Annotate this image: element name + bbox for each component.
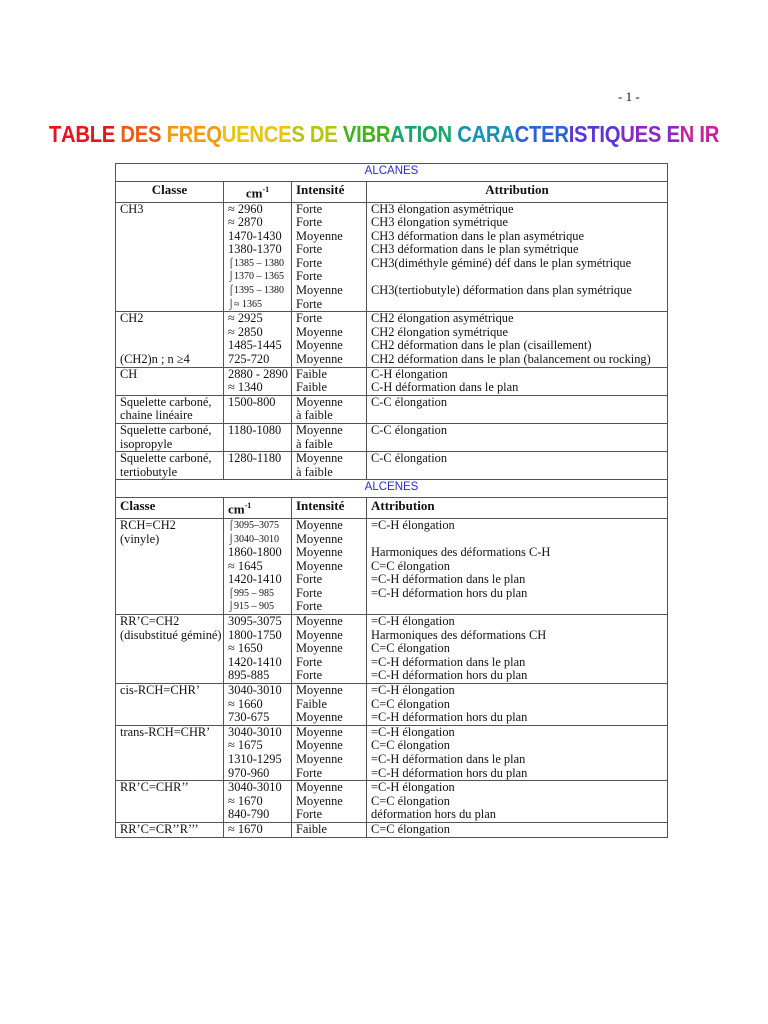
cell-line: ≈ 2850 xyxy=(228,324,263,339)
cell-classe xyxy=(116,518,224,614)
title-letter: F xyxy=(166,121,179,147)
cell-line: 1500-800 xyxy=(228,394,276,409)
cell-line: =C-H élongation xyxy=(371,724,455,739)
table-row xyxy=(116,725,668,780)
cell-line: 895-885 xyxy=(228,668,270,683)
cell-line: Forte xyxy=(296,255,323,270)
cell-line: RR’C=CHR’’ xyxy=(120,780,189,795)
cell-line: Moyenne xyxy=(296,423,343,438)
cell-intensite xyxy=(292,202,367,312)
cell-line: Moyenne xyxy=(296,338,343,353)
header-attribution: Attribution xyxy=(367,497,668,518)
title-letter: D xyxy=(309,121,325,147)
cell-line: ≈ 2925 xyxy=(228,311,263,326)
cell-line: ⌠1385 – 1380 xyxy=(228,257,285,269)
cell-intensite xyxy=(292,312,367,367)
cell-line: =C-H déformation hors du plan xyxy=(371,585,528,600)
cell-line: Forte xyxy=(296,311,323,326)
title-letter: T xyxy=(587,121,600,147)
cell-line: Squelette carboné, xyxy=(120,451,212,466)
cell-attribution xyxy=(367,518,668,614)
cell-cm xyxy=(224,424,292,452)
cell-line xyxy=(371,270,663,284)
cell-line: CH3(tertiobutyle) déformation dans plan symétrique xyxy=(371,283,632,298)
title-letter: R xyxy=(704,121,720,147)
cell-line: Moyenne xyxy=(296,324,343,339)
title-letter: R xyxy=(178,121,194,147)
cell-line: CH2 déformation dans le plan (cisaillement) xyxy=(371,338,592,353)
cell-cm xyxy=(224,684,292,726)
header-cm: $cm^{-1}$ xyxy=(224,181,292,202)
header-intensite: Intensité xyxy=(292,497,367,518)
cell-line: 1380-1370 xyxy=(228,242,282,257)
cell-line: ⌠1395 – 1380 xyxy=(228,285,285,297)
cell-line: Forte xyxy=(296,242,323,257)
cell-cm xyxy=(224,367,292,395)
cell-line: 3095-3075 xyxy=(228,614,282,629)
title-letter: S xyxy=(574,121,588,147)
cell-line: Forte xyxy=(296,215,323,230)
section-header-row xyxy=(116,480,668,498)
title-letter: I xyxy=(356,121,362,147)
title-letter: B xyxy=(75,121,90,147)
cell-line: Faible xyxy=(296,380,327,395)
table-row xyxy=(116,312,668,367)
table-row xyxy=(116,202,668,312)
cell-line: 840-790 xyxy=(228,807,270,822)
cell-line: C-C élongation xyxy=(371,394,448,409)
cell-line: Moyenne xyxy=(296,283,343,298)
title-letter: I xyxy=(568,121,575,147)
cell-line: CH3 xyxy=(120,201,144,216)
cell-line: 730-675 xyxy=(228,710,270,725)
cell-line: CH3 élongation asymétrique xyxy=(371,201,514,216)
cell-line: =C-H déformation dans le plan xyxy=(371,752,526,766)
cell-attribution xyxy=(367,395,668,423)
title-letter: E xyxy=(134,121,148,147)
cell-line: C-H déformation dans le plan xyxy=(371,380,519,395)
cell-line: Moyenne xyxy=(296,793,343,808)
cell-attribution xyxy=(367,452,668,480)
cell-line: 1420-1410 xyxy=(228,572,282,587)
title-letter: E xyxy=(193,121,207,147)
cell-cm xyxy=(224,725,292,780)
cell-line: C=C élongation xyxy=(371,696,450,711)
cell-attribution xyxy=(367,822,668,837)
cell-line: 725-720 xyxy=(228,352,270,367)
cell-line: Moyenne xyxy=(296,228,343,243)
cell-cm xyxy=(224,822,292,837)
cell-intensite xyxy=(292,822,367,837)
cell-line: ≈ 1645 xyxy=(228,558,263,573)
cell-line: Moyenne xyxy=(296,627,343,642)
cell-line: Faible xyxy=(296,366,327,381)
table-row xyxy=(116,367,668,395)
cell-line: Harmoniques des déformations CH xyxy=(371,627,547,642)
cell-line: 1860-1800 xyxy=(228,545,282,560)
title-letter: A xyxy=(60,121,76,147)
cell-line: Squelette carboné, xyxy=(120,394,212,409)
section-header-row xyxy=(116,164,668,182)
cell-line: RR’C=CH2 xyxy=(120,614,180,629)
cell-line: ⌠995 – 985 xyxy=(228,587,275,599)
title-letter: E xyxy=(101,121,116,147)
cell-line: CH2 élongation symétrique xyxy=(371,324,508,339)
cell-line: ⌡3040–3010 xyxy=(228,533,280,545)
column-header-row xyxy=(116,181,668,202)
cell-line: =C-H élongation xyxy=(371,780,455,795)
title-letter: R xyxy=(485,121,501,147)
ir-frequency-table xyxy=(115,163,668,838)
cell-line: (CH2)n ; n ≥4 xyxy=(120,352,190,367)
cell-line: 1485-1445 xyxy=(228,338,282,353)
table-row xyxy=(116,452,668,480)
cell-line: ≈ 1675 xyxy=(228,738,263,753)
cell-classe xyxy=(116,822,224,837)
cell-line: trans-RCH=CHR’ xyxy=(120,724,211,739)
cell-line: 1310-1295 xyxy=(228,752,282,766)
cell-line: RCH=CH2 xyxy=(120,517,176,532)
title-letter: C xyxy=(263,121,279,147)
cell-intensite xyxy=(292,395,367,423)
cell-line: 3040-3010 xyxy=(228,724,282,739)
cell-line: 2880 - 2890 xyxy=(228,366,288,381)
cell-line xyxy=(371,600,663,614)
cell-intensite xyxy=(292,424,367,452)
cell-cm xyxy=(224,781,292,823)
title-letter: R xyxy=(554,121,569,147)
title-letter: E xyxy=(324,121,338,147)
cell-classe xyxy=(116,367,224,395)
cell-line: cis-RCH=CHR’ xyxy=(120,683,200,698)
title-letter: S xyxy=(291,121,305,147)
cell-intensite xyxy=(292,684,367,726)
cell-line: Moyenne xyxy=(296,710,343,725)
cell-line: =C-H déformation hors du plan xyxy=(371,765,528,780)
title-letter: E xyxy=(278,121,292,147)
cell-line: Forte xyxy=(296,572,323,587)
cell-line: 1180-1080 xyxy=(228,423,282,438)
title-letter: E xyxy=(634,121,648,147)
section-title: ALCENES xyxy=(116,480,668,498)
cell-line: =C-H déformation dans le plan xyxy=(371,654,526,669)
title-letter: A xyxy=(471,121,486,147)
cell-line: RR’C=CR’’R’’’ xyxy=(120,821,199,836)
cell-attribution xyxy=(367,684,668,726)
title-letter: T xyxy=(48,121,61,147)
title-letter: E xyxy=(541,121,555,147)
table-row xyxy=(116,781,668,823)
title-letter: S xyxy=(147,121,162,147)
cell-line: Moyenne xyxy=(296,780,343,795)
cell-cm xyxy=(224,202,292,312)
cell-line xyxy=(371,298,663,312)
cell-line: CH xyxy=(120,366,138,381)
header-cm: $cm^{-1}$ xyxy=(224,497,292,518)
title-letter: Q xyxy=(206,121,222,147)
cell-line: à faible xyxy=(296,408,333,423)
cell-line: 3040-3010 xyxy=(228,683,282,698)
cell-line: CH3(diméthyle géminé) déf dans le plan symétrique xyxy=(371,255,632,270)
cell-line: ⌡≈ 1365 xyxy=(228,298,263,310)
cell-line xyxy=(120,339,219,353)
cell-line: Moyenne xyxy=(296,614,343,629)
title-letter: C xyxy=(457,121,472,147)
title-letter: T xyxy=(404,121,417,147)
title-letter: O xyxy=(422,121,438,147)
cell-line: à faible xyxy=(296,464,333,479)
cell-line: 1420-1410 xyxy=(228,654,282,669)
cell-line: (disubstitué géminé) xyxy=(120,627,222,642)
cell-line: Squelette carboné, xyxy=(120,423,212,438)
cell-intensite xyxy=(292,452,367,480)
cell-classe xyxy=(116,615,224,684)
cell-line: à faible xyxy=(296,436,333,451)
cell-line: ⌠3095–3075 xyxy=(228,519,280,531)
title-letter: I xyxy=(416,121,423,147)
cell-line: =C-H déformation hors du plan xyxy=(371,710,528,725)
cell-line: ≈ 1340 xyxy=(228,380,263,395)
cell-intensite xyxy=(292,367,367,395)
cell-line: Forte xyxy=(296,296,323,311)
cell-line: C=C élongation xyxy=(371,641,450,656)
cell-intensite xyxy=(292,615,367,684)
cell-line: Moyenne xyxy=(296,352,343,367)
table-row xyxy=(116,684,668,726)
cell-attribution xyxy=(367,367,668,395)
cell-line: Moyenne xyxy=(296,394,343,409)
cell-line: CH3 élongation symétrique xyxy=(371,215,508,230)
cell-line: C=C élongation xyxy=(371,558,450,573)
cell-line: 3040-3010 xyxy=(228,780,282,795)
cell-line: Moyenne xyxy=(296,641,343,656)
title-letter: N xyxy=(437,121,452,147)
cell-line xyxy=(120,326,219,340)
cell-classe xyxy=(116,684,224,726)
cell-attribution xyxy=(367,725,668,780)
cell-line: 1280-1180 xyxy=(228,451,282,466)
cell-line xyxy=(371,533,663,547)
cell-line: Faible xyxy=(296,696,327,711)
cell-classe xyxy=(116,725,224,780)
title-letter: L xyxy=(89,121,102,147)
cell-line: Forte xyxy=(296,807,323,822)
cell-line: 970-960 xyxy=(228,765,270,780)
cell-classe xyxy=(116,424,224,452)
cell-line: Moyenne xyxy=(296,683,343,698)
cell-line: =C-H élongation xyxy=(371,614,455,629)
cell-line: CH2 élongation asymétrique xyxy=(371,311,514,326)
cell-line: Forte xyxy=(296,201,323,216)
cell-line: ≈ 1650 xyxy=(228,641,263,656)
cell-line: ≈ 2960 xyxy=(228,201,263,216)
cell-cm xyxy=(224,395,292,423)
cell-classe xyxy=(116,781,224,823)
title-letter: N xyxy=(679,121,695,147)
cell-line: CH3 déformation dans le plan asymétrique xyxy=(371,228,584,243)
title-letter: V xyxy=(342,121,357,147)
table-row xyxy=(116,615,668,684)
cell-cm xyxy=(224,518,292,614)
page-number: - 1 - xyxy=(618,89,640,104)
cell-line: C-C élongation xyxy=(371,451,448,466)
cell-line: ≈ 1670 xyxy=(228,793,263,808)
cell-line: (vinyle) xyxy=(120,531,160,546)
cell-line: Forte xyxy=(296,765,323,780)
cell-attribution xyxy=(367,312,668,367)
cell-attribution xyxy=(367,781,668,823)
cell-cm xyxy=(224,452,292,480)
cell-line: isopropyle xyxy=(120,436,173,451)
cell-line: C=C élongation xyxy=(371,821,450,836)
cell-line: tertiobutyle xyxy=(120,464,178,479)
title-letter: U xyxy=(620,121,635,147)
cell-attribution xyxy=(367,202,668,312)
cell-attribution xyxy=(367,424,668,452)
cell-line: ≈ 2870 xyxy=(228,215,263,230)
cell-line: =C-H déformation hors du plan xyxy=(371,668,528,683)
title-letter: A xyxy=(390,121,405,147)
cell-line: CH2 déformation dans le plan (balancement ou rocking) xyxy=(371,352,651,367)
title-letter: T xyxy=(528,121,542,147)
title-letter: R xyxy=(375,121,391,147)
cell-classe xyxy=(116,395,224,423)
cell-cm xyxy=(224,312,292,367)
cell-line: Forte xyxy=(296,585,323,600)
section-title: ALCANES xyxy=(116,164,668,182)
cell-line: C=C élongation xyxy=(371,738,450,753)
title-letter: D xyxy=(120,121,135,147)
cell-line: déformation hors du plan xyxy=(371,807,496,822)
cell-line: ≈ 1660 xyxy=(228,696,263,711)
title-letter: E xyxy=(236,121,250,147)
cell-classe xyxy=(116,202,224,312)
cell-line: C-H élongation xyxy=(371,366,448,381)
cell-line: C-C élongation xyxy=(371,423,448,438)
cell-line: CH2 xyxy=(120,311,144,326)
table-row xyxy=(116,424,668,452)
cell-attribution xyxy=(367,615,668,684)
cell-line: Forte xyxy=(296,654,323,669)
cell-line: Moyenne xyxy=(296,558,343,573)
title-letter: B xyxy=(361,121,376,147)
title-letter: A xyxy=(500,121,515,147)
cell-line: ⌡915 – 905 xyxy=(228,601,275,613)
title-letter: I xyxy=(599,121,605,147)
title-letter: Q xyxy=(604,121,621,147)
cell-line: =C-H élongation xyxy=(371,517,455,532)
cell-line: =C-H déformation dans le plan xyxy=(371,572,526,587)
header-classe: Classe xyxy=(116,181,224,202)
title-letter: C xyxy=(514,121,529,147)
cell-line: chaine linéaire xyxy=(120,408,193,423)
cell-line: 1800-1750 xyxy=(228,627,282,642)
cell-line: Moyenne xyxy=(296,724,343,739)
cell-intensite xyxy=(292,725,367,780)
cell-classe xyxy=(116,452,224,480)
cell-line: Moyenne xyxy=(296,451,343,466)
header-attribution: Attribution xyxy=(367,181,668,202)
cell-line: Forte xyxy=(296,668,323,683)
column-header-row xyxy=(116,497,668,518)
table-row xyxy=(116,395,668,423)
title-letter: U xyxy=(221,121,237,147)
title-letter: E xyxy=(666,121,680,147)
cell-classe xyxy=(116,312,224,367)
cell-line: CH3 déformation dans le plan symétrique xyxy=(371,242,579,257)
cell-line: Faible xyxy=(296,821,327,836)
cell-line: ⌡1370 – 1365 xyxy=(228,271,285,283)
cell-line: 1470-1430 xyxy=(228,228,282,243)
title-letter: S xyxy=(647,121,662,147)
cell-line: Moyenne xyxy=(296,517,343,532)
cell-line: Harmoniques des déformations C-H xyxy=(371,545,551,560)
cell-line: Moyenne xyxy=(296,738,343,753)
cell-line: Moyenne xyxy=(296,531,343,546)
page-title xyxy=(46,121,722,148)
cell-line: C=C élongation xyxy=(371,793,450,808)
header-classe: Classe xyxy=(116,497,224,518)
cell-line: Forte xyxy=(296,599,323,614)
cell-line: ≈ 1670 xyxy=(228,821,263,836)
cell-intensite xyxy=(292,518,367,614)
table-row xyxy=(116,822,668,837)
header-intensite: Intensité xyxy=(292,181,367,202)
cell-line: Moyenne xyxy=(296,545,343,560)
cell-intensite xyxy=(292,781,367,823)
cell-line: =C-H élongation xyxy=(371,683,455,698)
cell-line: Moyenne xyxy=(296,752,343,766)
table-row xyxy=(116,518,668,614)
header-cm-exponent: -1 xyxy=(262,184,270,194)
title-letter: N xyxy=(249,121,264,147)
header-cm-exponent: -1 xyxy=(244,500,252,510)
cell-line: Forte xyxy=(296,269,323,284)
cell-cm xyxy=(224,615,292,684)
title-letter: I xyxy=(699,121,705,147)
